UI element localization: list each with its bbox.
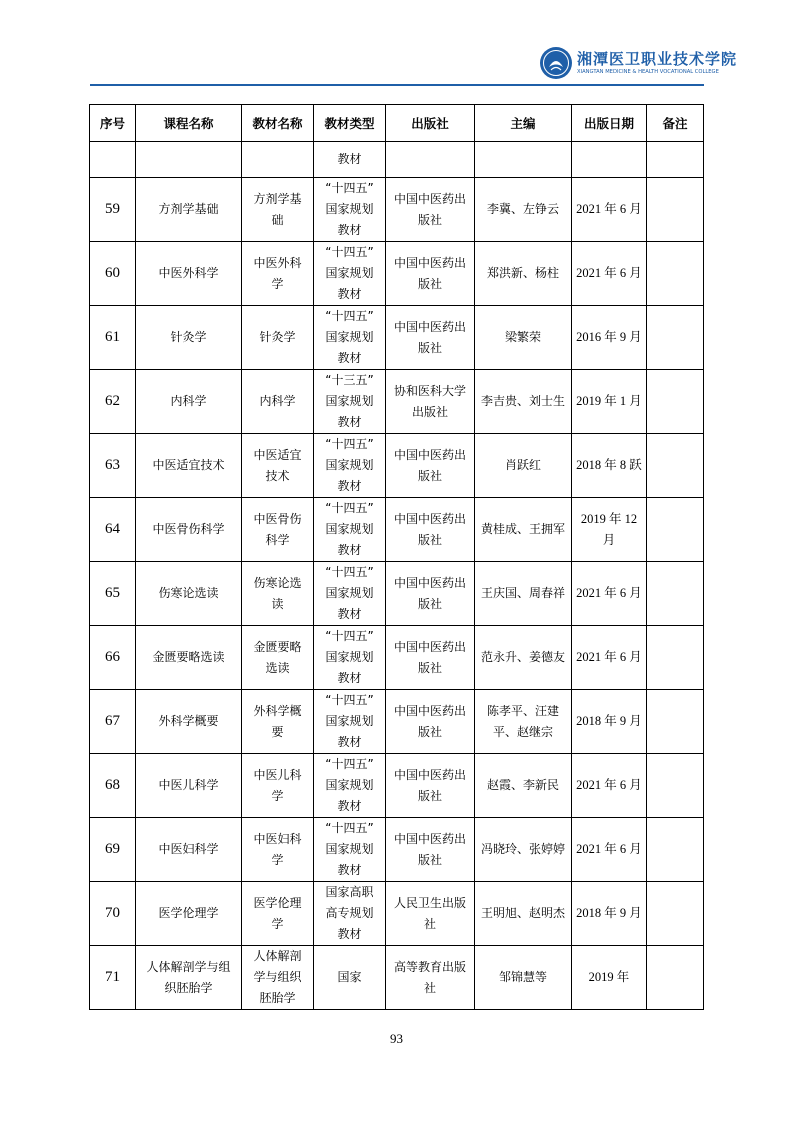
course-name: 内科学	[170, 394, 207, 408]
column-header-type: 教材类型	[314, 105, 386, 142]
college-seal-icon	[539, 46, 573, 80]
row-number-cell	[90, 306, 136, 370]
chief-editor: 王庆国、周春祥	[480, 586, 565, 600]
publisher: 中国中医药出 版社	[393, 831, 466, 867]
college-name-cn: 湘潭医卫职业技术学院	[577, 50, 738, 68]
table-row	[90, 882, 704, 946]
chief-editor: 李冀、左铮云	[486, 202, 559, 216]
textbook-name: 中医妇科 学	[253, 831, 302, 867]
textbook-name-cell	[242, 242, 314, 306]
remarks-cell	[647, 306, 704, 370]
textbook-name: 伤寒论选 读	[253, 575, 302, 611]
table-row	[90, 626, 704, 690]
publisher: 中国中医药出 版社	[393, 575, 466, 611]
publisher-cell	[386, 178, 475, 242]
textbook-type: “十四五” 国家规划 教材	[325, 757, 374, 813]
course-name-cell	[136, 178, 242, 242]
textbook-name: 中医骨伤 科学	[253, 511, 302, 547]
publisher-cell	[386, 242, 475, 306]
textbook-name-cell	[242, 946, 314, 1010]
textbook-type-cell	[314, 818, 386, 882]
table-header-row	[90, 105, 704, 142]
college-name-en: XIANGTAN MEDICINE & HEALTH VOCATIONAL COLLEGE	[577, 69, 719, 75]
row-number: 63	[105, 457, 120, 473]
chief-editor-cell	[475, 370, 572, 434]
table-row	[90, 370, 704, 434]
table-row	[90, 306, 704, 370]
course-name-cell	[136, 626, 242, 690]
row-number-cell	[90, 754, 136, 818]
publisher-cell	[386, 690, 475, 754]
page-number: 93	[390, 1031, 403, 1046]
textbook-name-cell	[242, 178, 314, 242]
publish-date: 2021 年 6 月	[576, 202, 642, 216]
row-number: 71	[105, 969, 120, 985]
textbook-type-cell	[314, 370, 386, 434]
textbook-name: 中医外科 学	[253, 255, 302, 291]
publish-date-cell	[572, 242, 647, 306]
publish-date: 2016 年 9 月	[576, 330, 642, 344]
textbook-name-cell	[242, 626, 314, 690]
textbook-table	[89, 104, 704, 1010]
course-name: 针灸学	[170, 330, 207, 344]
publish-date-cell	[572, 434, 647, 498]
publisher: 中国中医药出 版社	[393, 767, 466, 803]
course-name-cell	[136, 946, 242, 1010]
publisher-cell	[386, 562, 475, 626]
textbook-name: 外科学概 要	[253, 703, 302, 739]
textbook-name-cell	[242, 498, 314, 562]
column-header-editor: 主编	[475, 105, 572, 142]
chief-editor: 赵霞、李新民	[486, 778, 559, 792]
remarks-cell	[647, 242, 704, 306]
textbook-name-cell	[242, 754, 314, 818]
chief-editor-cell	[475, 178, 572, 242]
textbook-type: “十四五” 国家规划 教材	[325, 629, 374, 685]
textbook-type: 国家高职 高专规划 教材	[325, 885, 374, 941]
publisher-cell	[386, 818, 475, 882]
course-name-cell	[136, 754, 242, 818]
publisher: 中国中医药出 版社	[393, 511, 466, 547]
table-row	[90, 178, 704, 242]
publish-date: 2021 年 6 月	[576, 778, 642, 792]
publish-date-cell	[572, 306, 647, 370]
chief-editor: 王明旭、赵明杰	[480, 906, 565, 920]
publish-date: 2019 年	[588, 970, 630, 984]
textbook-name: 内科学	[259, 394, 296, 408]
row-number: 68	[105, 777, 120, 793]
textbook-type: “十四五” 国家规划 教材	[325, 437, 374, 493]
publisher: 中国中医药出 版社	[393, 639, 466, 675]
chief-editor-cell	[475, 434, 572, 498]
row-number-cell	[90, 242, 136, 306]
row-number: 61	[105, 329, 120, 345]
remarks-cell	[647, 562, 704, 626]
course-name-cell	[136, 306, 242, 370]
textbook-type-cell	[314, 306, 386, 370]
remarks-cell	[647, 818, 704, 882]
course-name: 医学伦理学	[158, 906, 219, 920]
publish-date-cell	[572, 178, 647, 242]
chief-editor: 冯晓玲、张婷婷	[480, 842, 565, 856]
college-logo	[539, 45, 737, 81]
textbook-name-cell	[242, 434, 314, 498]
row-number-cell	[90, 434, 136, 498]
row-number-cell	[90, 178, 136, 242]
chief-editor-cell	[475, 818, 572, 882]
textbook-type: “十四五” 国家规划 教材	[325, 181, 374, 237]
row-number: 62	[105, 393, 120, 409]
textbook-type-cell	[314, 946, 386, 1010]
publish-date-cell	[572, 562, 647, 626]
publisher-cell	[386, 882, 475, 946]
textbook-type-cell	[314, 178, 386, 242]
chief-editor-cell	[475, 946, 572, 1010]
publisher: 中国中医药出 版社	[393, 191, 466, 227]
row-number-cell	[90, 498, 136, 562]
publisher-cell	[386, 946, 475, 1010]
publish-date-cell	[572, 946, 647, 1010]
publish-date-cell	[572, 690, 647, 754]
chief-editor: 李吉贵、刘士生	[480, 394, 565, 408]
textbook-name-cell	[242, 306, 314, 370]
remarks-cell	[647, 370, 704, 434]
publish-date-cell	[572, 498, 647, 562]
course-name-cell	[136, 242, 242, 306]
chief-editor: 梁繁荣	[504, 330, 541, 344]
row-number: 59	[105, 201, 120, 217]
publish-date-cell	[572, 754, 647, 818]
textbook-type: “十三五” 国家规划 教材	[325, 373, 374, 429]
textbook-type-cell	[314, 434, 386, 498]
textbook-name-cell	[242, 818, 314, 882]
table-row	[90, 242, 704, 306]
row-number-cell	[90, 946, 136, 1010]
publisher: 协和医科大学 出版社	[393, 383, 466, 419]
textbook-name-cell	[242, 562, 314, 626]
textbook-type-cell	[314, 626, 386, 690]
remarks-cell	[647, 690, 704, 754]
course-name: 金匮要略选读	[152, 650, 225, 664]
textbook-type: “十四五” 国家规划 教材	[325, 565, 374, 621]
publisher: 中国中医药出 版社	[393, 447, 466, 483]
publisher-cell	[386, 370, 475, 434]
publish-date-cell	[572, 370, 647, 434]
textbook-name: 人体解剖 学与组织 胚胎学	[253, 949, 302, 1005]
publisher: 中国中医药出 版社	[393, 255, 466, 291]
row-number-cell	[90, 818, 136, 882]
course-name: 伤寒论选读	[158, 586, 219, 600]
publisher-cell	[386, 626, 475, 690]
row-number: 67	[105, 713, 120, 729]
textbook-type-cell	[314, 754, 386, 818]
textbook-type: “十四五” 国家规划 教材	[325, 501, 374, 557]
course-name-cell	[136, 562, 242, 626]
textbook-type-cell	[314, 882, 386, 946]
remarks-cell	[647, 946, 704, 1010]
publisher: 中国中医药出 版社	[393, 703, 466, 739]
publisher-cell	[386, 498, 475, 562]
textbook-name: 针灸学	[259, 330, 296, 344]
textbook-type: “十四五” 国家规划 教材	[325, 309, 374, 365]
publish-date: 2019 年 1 月	[576, 394, 642, 408]
table-row	[90, 754, 704, 818]
remarks-cell	[647, 626, 704, 690]
publish-date: 2021 年 6 月	[576, 842, 642, 856]
publisher: 人民卫生出版 社	[393, 895, 466, 931]
publish-date: 2021 年 6 月	[576, 266, 642, 280]
course-name: 中医适宜技术	[152, 458, 225, 472]
textbook-name-cell	[242, 690, 314, 754]
textbook-name: 医学伦理 学	[253, 895, 302, 931]
publisher-cell	[386, 306, 475, 370]
table-row	[90, 562, 704, 626]
row-number-cell	[90, 626, 136, 690]
row-number: 70	[105, 905, 120, 921]
publish-date: 2021 年 6 月	[576, 586, 642, 600]
column-header-date: 出版日期	[572, 105, 647, 142]
course-name-cell	[136, 370, 242, 434]
chief-editor-cell	[475, 306, 572, 370]
table-row	[90, 818, 704, 882]
column-header-publisher: 出版社	[386, 105, 475, 142]
remarks-cell	[647, 882, 704, 946]
textbook-type: “十四五” 国家规划 教材	[325, 245, 374, 301]
row-number-cell	[90, 370, 136, 434]
remarks-cell	[647, 498, 704, 562]
textbook-type: “十四五” 国家规划 教材	[325, 821, 374, 877]
textbook-type-cell	[314, 242, 386, 306]
course-name-cell	[136, 882, 242, 946]
column-header-book: 教材名称	[242, 105, 314, 142]
remarks-cell	[647, 178, 704, 242]
chief-editor: 陈孝平、汪建 平、赵继宗	[486, 703, 559, 739]
textbook-type-cell	[314, 690, 386, 754]
textbook-name-cell	[242, 882, 314, 946]
course-name: 外科学概要	[158, 714, 219, 728]
chief-editor-cell	[475, 498, 572, 562]
course-name: 中医儿科学	[158, 778, 219, 792]
textbook-name: 中医适宜 技术	[253, 447, 302, 483]
publish-date: 2021 年 6 月	[576, 650, 642, 664]
chief-editor: 范永升、姜德友	[480, 650, 565, 664]
publish-date-cell	[572, 818, 647, 882]
course-name-cell	[136, 498, 242, 562]
course-name-cell	[136, 690, 242, 754]
column-header-no: 序号	[90, 105, 136, 142]
row-number-cell	[90, 690, 136, 754]
row-number: 64	[105, 521, 120, 537]
row-number: 69	[105, 841, 120, 857]
remarks-cell	[647, 754, 704, 818]
chief-editor: 郑洪新、杨柱	[486, 266, 559, 280]
publisher: 中国中医药出 版社	[393, 319, 466, 355]
course-name: 中医外科学	[158, 266, 219, 280]
row-number: 60	[105, 265, 120, 281]
course-name: 人体解剖学与组 织胚胎学	[146, 959, 231, 995]
publish-date-cell	[572, 626, 647, 690]
column-header-note: 备注	[647, 105, 704, 142]
remarks-cell	[647, 434, 704, 498]
row-number: 65	[105, 585, 120, 601]
publisher-cell	[386, 754, 475, 818]
publisher-cell	[386, 434, 475, 498]
row-number: 66	[105, 649, 120, 665]
table-row	[90, 498, 704, 562]
publish-date: 2018 年 8 跃	[576, 458, 642, 472]
textbook-name: 方剂学基 础	[253, 191, 302, 227]
textbook-name: 中医儿科 学	[253, 767, 302, 803]
course-name-cell	[136, 434, 242, 498]
textbook-type-cell	[314, 498, 386, 562]
chief-editor: 肖跃红	[504, 458, 541, 472]
textbook-type: “十四五” 国家规划 教材	[325, 693, 374, 749]
publish-date: 2019 年 12 月	[580, 511, 638, 547]
chief-editor: 邹锦慧等	[498, 970, 547, 984]
header-rule	[90, 84, 704, 86]
chief-editor: 黄桂成、王拥军	[480, 522, 565, 536]
continuation-type: 教材	[314, 142, 386, 178]
row-number-cell	[90, 562, 136, 626]
chief-editor-cell	[475, 242, 572, 306]
table-row	[90, 434, 704, 498]
chief-editor-cell	[475, 754, 572, 818]
publisher: 高等教育出版 社	[393, 959, 466, 995]
chief-editor-cell	[475, 626, 572, 690]
course-name: 中医骨伤科学	[152, 522, 225, 536]
textbook-name: 金匮要略 选读	[253, 639, 302, 675]
publish-date-cell	[572, 882, 647, 946]
textbook-name-cell	[242, 370, 314, 434]
chief-editor-cell	[475, 690, 572, 754]
publish-date: 2018 年 9 月	[576, 906, 642, 920]
continuation-row	[90, 142, 704, 178]
publish-date: 2018 年 9 月	[576, 714, 642, 728]
column-header-course: 课程名称	[136, 105, 242, 142]
table-row	[90, 946, 704, 1010]
course-name-cell	[136, 818, 242, 882]
chief-editor-cell	[475, 562, 572, 626]
chief-editor-cell	[475, 882, 572, 946]
course-name: 中医妇科学	[158, 842, 219, 856]
table-row	[90, 690, 704, 754]
row-number-cell	[90, 882, 136, 946]
textbook-type: 国家	[337, 970, 362, 984]
course-name: 方剂学基础	[158, 202, 219, 216]
textbook-type-cell	[314, 562, 386, 626]
